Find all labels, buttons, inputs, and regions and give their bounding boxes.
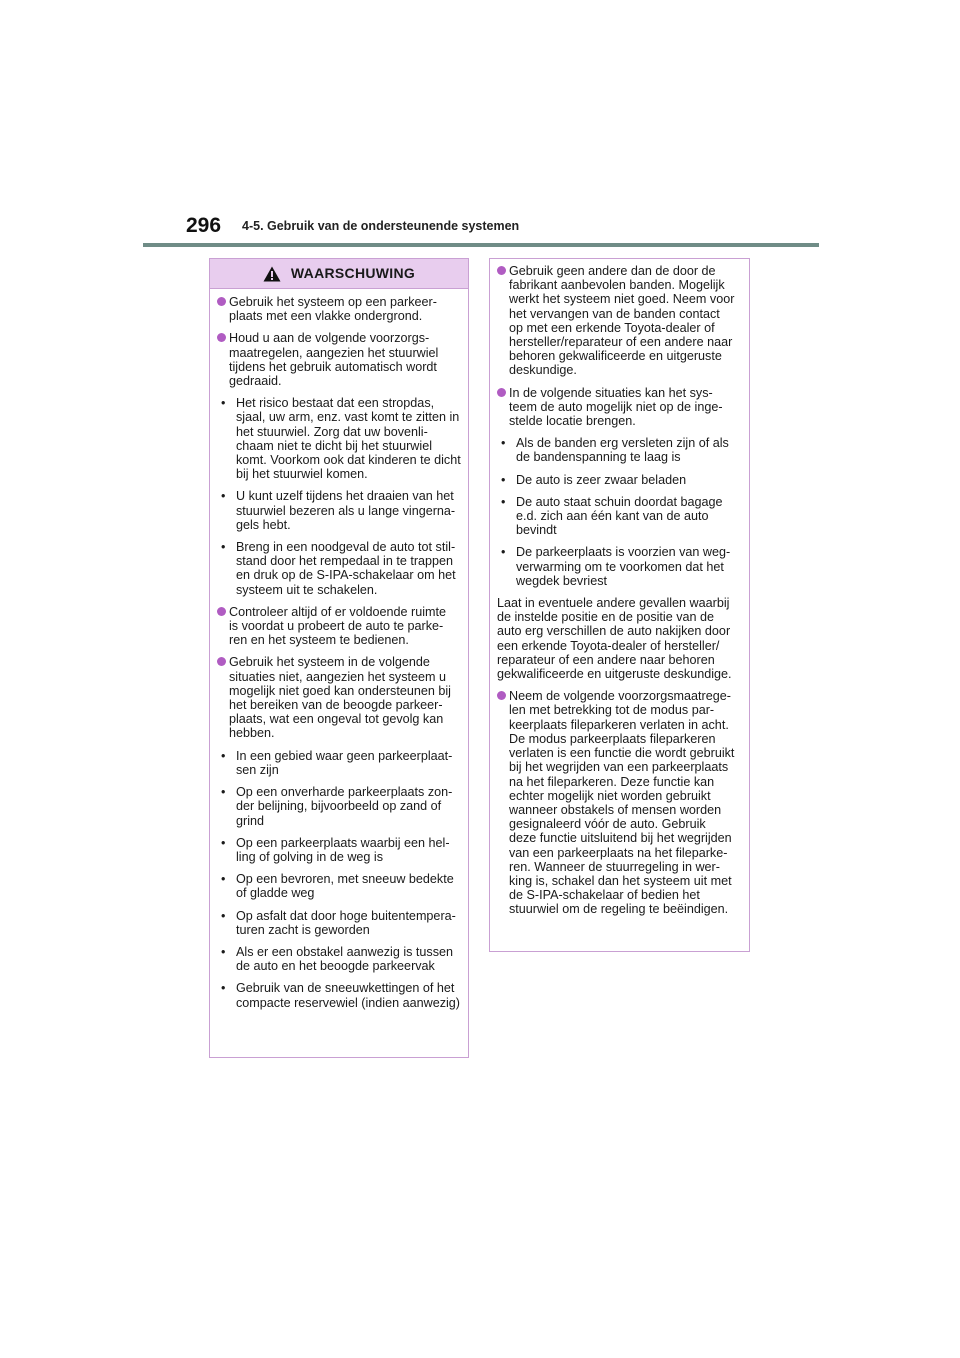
- sub-item: [217, 909, 462, 937]
- sub-item: [217, 872, 462, 900]
- sub-item-text: De auto is zeer zwaar beladen: [516, 472, 687, 487]
- sub-item-text: Op een bevroren, met sneeuw bedekte of gladde weg: [236, 872, 454, 901]
- page-number: 296: [186, 214, 222, 237]
- sub-item: [497, 495, 743, 538]
- bullet-item: [497, 689, 743, 916]
- sub-bullet-icon: •: [221, 944, 226, 959]
- sub-item: [497, 436, 743, 464]
- sub-bullet-icon: •: [501, 472, 506, 487]
- sub-item: [497, 545, 743, 588]
- warning-header: [210, 259, 468, 289]
- sub-bullet-icon: •: [501, 545, 506, 560]
- bullet-item: [217, 331, 462, 388]
- sub-bullet-icon: •: [221, 981, 226, 996]
- bullet-text: Gebruik het systeem op een parkeer- plaats met een vlakke ondergrond.: [229, 295, 437, 324]
- warning-triangle-icon: [263, 266, 281, 282]
- bullet-dot-icon: [497, 266, 506, 275]
- sub-bullet-icon: •: [221, 872, 226, 887]
- bullet-dot-icon: [217, 333, 226, 342]
- sub-bullet-icon: •: [221, 785, 226, 800]
- sub-item-text: Als de banden erg versleten zijn of als de bandenspanning te laag is: [516, 436, 729, 465]
- warning-box-left: [209, 258, 469, 1058]
- sub-item: [497, 473, 743, 487]
- sub-bullet-icon: •: [221, 835, 226, 850]
- warning-list-left: [217, 295, 462, 1010]
- sub-item-text: In een gebied waar geen parkeerplaat- sen zijn: [236, 748, 453, 777]
- sub-bullet-icon: •: [501, 436, 506, 451]
- bullet-item: [497, 264, 743, 378]
- sub-bullet-icon: •: [221, 396, 226, 411]
- sub-item-text: Op een onverharde parkeerplaats zon- der belijning, bijvoorbeeld op zand of grind: [236, 785, 453, 828]
- bullet-dot-icon: [217, 607, 226, 616]
- bullet-dot-icon: [217, 297, 226, 306]
- bullet-text: In de volgende situaties kan het sys- teem de auto mogelijk niet op de inge- stelde locatie brengen.: [509, 385, 723, 429]
- sub-bullet-icon: •: [221, 908, 226, 923]
- bullet-text: Gebruik het systeem in de volgende situaties niet, aangezien het systeem u mogelijk niet goed kan ondersteunen bij het bereiken van de beoogde parkeer- plaats, wat een ongeval tot gevolg kan hebben.: [229, 655, 451, 741]
- bullet-dot-icon: [497, 388, 506, 397]
- section-title: 4-5. Gebruik van de ondersteunende systemen: [242, 219, 520, 233]
- bullet-item: [217, 655, 462, 740]
- bullet-text: Controleer altijd of er voldoende ruimte is voordat u probeert de auto te parke- ren en het systeem te bedienen.: [229, 604, 447, 648]
- sub-item: [217, 785, 462, 828]
- sub-item-text: De auto staat schuin doordat bagage e.d. zich aan één kant van de auto bevindt: [516, 494, 723, 538]
- bullet-item: [217, 295, 462, 323]
- bullet-text: Neem de volgende voorzorgsmaatrege- len met betrekking tot de modus par- keerplaats fileparkeren verlaten in acht. De modus parkeerplaats fileparkeren verlaten is een functie die wordt gebruikt bij het wegrijden van een parkeerplaats na het fileparkeren. Deze functie kan echter mogelijk niet worden gebruikt wanneer obstakels of mensen worden gesignaleerd vóór de auto. Gebruik deze functie uitsluitend bij het wegrijden van een parkeerplaats na het fileparke- ren. Wanneer de stuurregeling in wer- king is, schakel dan het systeem uit met de S-IPA-schakelaar of bedien het stuurwiel om de regeling te beëindigen.: [509, 689, 735, 917]
- paragraph: [497, 596, 743, 681]
- bullet-item: [497, 386, 743, 429]
- sub-item-text: Het risico bestaat dat een stropdas, sjaal, uw arm, enz. vast komt te zitten in het stuurwiel. Zorg dat uw bovenli- chaam niet te dicht bij het stuurwiel komt. Voorkom ook dat kinderen te dicht bij het stuurwiel komen.: [236, 396, 461, 482]
- sub-item-text: Gebruik van de sneeuwkettingen of het compacte reservewiel (indien aanwezig): [236, 981, 460, 1010]
- sub-item: [217, 945, 462, 973]
- bullet-item: [217, 605, 462, 648]
- warning-label: WAARSCHUWING: [290, 265, 416, 282]
- sub-item: [217, 540, 462, 597]
- header-rule: [143, 243, 819, 247]
- sub-item: [217, 396, 462, 481]
- sub-bullet-icon: •: [501, 494, 506, 509]
- sub-item-text: Breng in een noodgeval de auto tot stil- stand door het rempedaal in te trappen en druk op de S-IPA-schakelaar om het systeem uit te schakelen.: [236, 540, 456, 597]
- sub-item-text: Op een parkeerplaats waarbij een hel- ling of golving in de weg is: [236, 835, 450, 864]
- sub-bullet-icon: •: [221, 489, 226, 504]
- sub-item: [217, 981, 462, 1009]
- sub-item: [217, 489, 462, 532]
- sub-item-text: Op asfalt dat door hoge buitentempera- turen zacht is geworden: [236, 908, 456, 937]
- sub-item: [217, 749, 462, 777]
- sub-item-text: Als er een obstakel aanwezig is tussen de auto en het beoogde parkeervak: [236, 944, 454, 974]
- paragraph-text: Laat in eventuele andere gevallen waarbij de instelde positie en de positie van de auto erg verschillen de auto nakijken door een erkende Toyota-dealer of hersteller/ reparateur of een andere naar behoren gekwalificeerde en uitgeruste deskundige.: [497, 596, 732, 682]
- warning-box-right: [489, 258, 750, 952]
- bullet-dot-icon: [217, 657, 226, 666]
- bullet-dot-icon: [497, 691, 506, 700]
- bullet-text: Houd u aan de volgende voorzorgs- maatregelen, aangezien het stuurwiel tijdens het gebruik automatisch wordt gedraaid.: [229, 331, 439, 389]
- bullet-text: Gebruik geen andere dan de door de fabrikant aanbevolen banden. Mogelijk werkt het systeem niet goed. Neem voor het vervangen van de banden contact op met een erkende Toyota-dealer of hersteller/reparateur of een andere naar behoren gekwalificeerde en uitgeruste deskundige.: [509, 264, 735, 378]
- sub-item-text: U kunt uzelf tijdens het draaien van het stuurwiel bezeren als u lange vingerna- gels hebt.: [236, 489, 456, 532]
- sub-bullet-icon: •: [221, 748, 226, 763]
- sub-bullet-icon: •: [221, 540, 226, 555]
- sub-item: [217, 836, 462, 864]
- sub-item-text: De parkeerplaats is voorzien van weg- verwarming om te voorkomen dat het wegdek bevriest: [516, 545, 731, 588]
- warning-list-right: [497, 264, 743, 917]
